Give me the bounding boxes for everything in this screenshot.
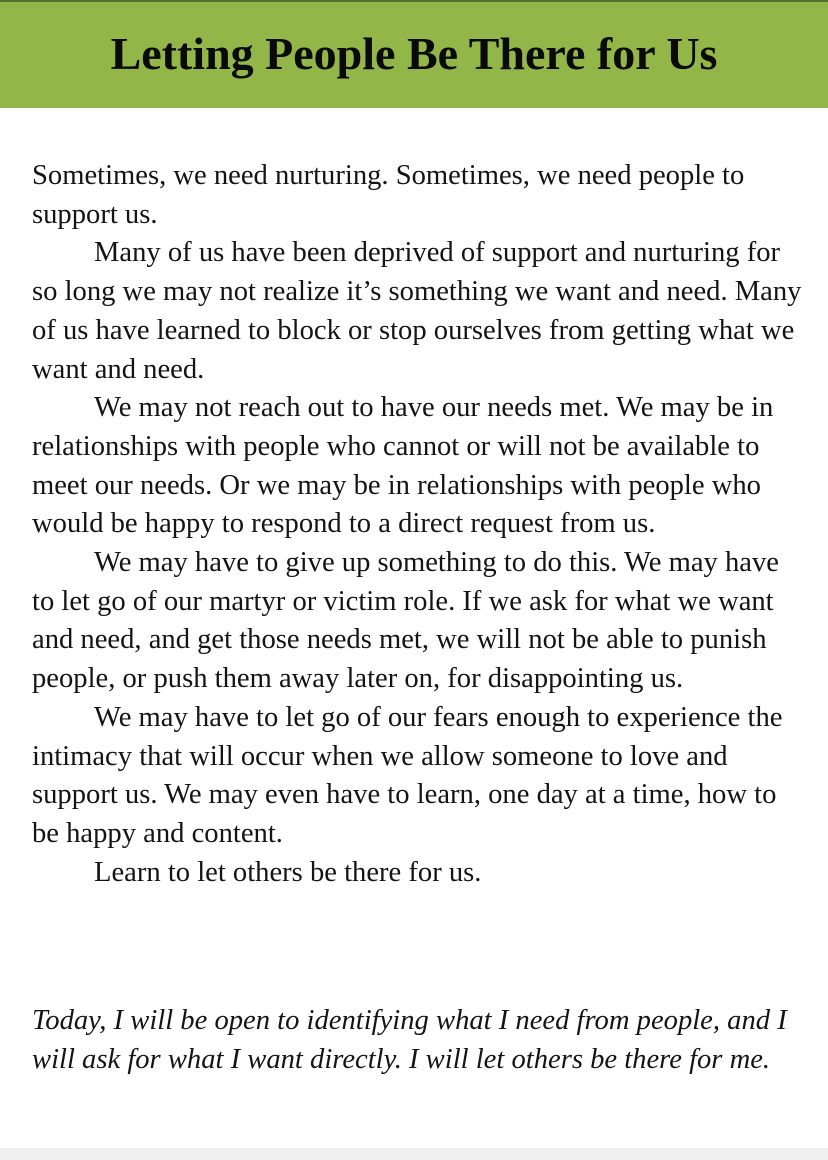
daily-affirmation: Today, I will be open to identifying what I need from people, and I will ask for what I want directly. I will let others be there for me.	[32, 1005, 787, 1075]
title-banner	[0, 0, 828, 108]
paragraph-1: Sometimes, we need nurturing. Sometimes, we need people to support us.	[32, 160, 745, 230]
reading-body	[32, 157, 802, 892]
paragraph-4: We may have to give up something to do this. We may have to let go of our martyr or victim role. If we ask for what we want and need, and get those needs met, we will not be able to punish people, or push them away later on, for disappointing us.	[32, 547, 779, 695]
paragraph-6: Learn to let others be there for us.	[94, 856, 482, 888]
paragraph-5: We may have to let go of our fears enough to experience the intimacy that will occur when we allow someone to love and support us. We may even have to learn, one day at a time, how to be happy and content.	[32, 701, 783, 849]
paragraph-2: Many of us have been deprived of support and nurturing for so long we may not realize it’s something we want and need. Many of us have learned to block or stop ourselves from getting what we want and need.	[32, 237, 802, 385]
paragraph-3: We may not reach out to have our needs met. We may be in relationships with people who cannot or will not be available to meet our needs. Or we may be in relationships with people who would be happy to respond to a direct request from us.	[32, 392, 774, 540]
page-title: Letting People Be There for Us	[110, 28, 718, 79]
